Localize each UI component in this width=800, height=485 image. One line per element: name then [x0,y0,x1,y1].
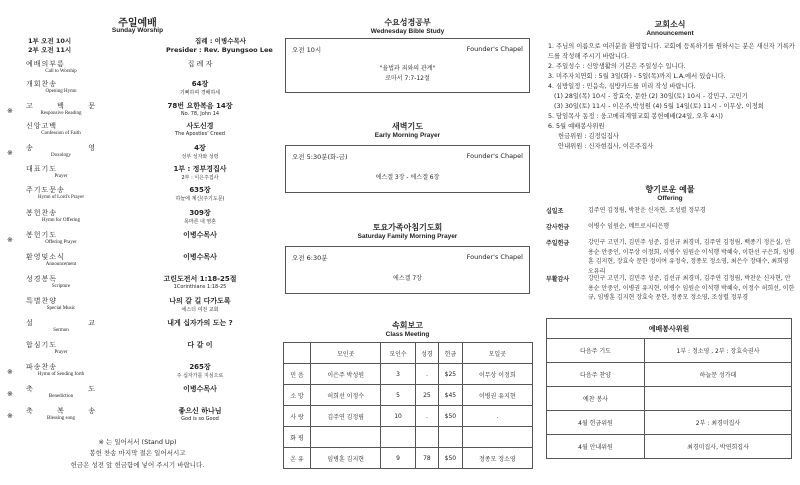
table-row [547,387,792,411]
class-meeting-header: 모일곳 [462,343,532,364]
announcement-item: (1) 28일(목) 10시 - 장효숙, 문한 (2) 30일(토) 10시 - 강민구, 고민기 [554,93,748,100]
class-meeting-table [283,342,533,469]
announcement-subtitle: Announcement [646,30,694,37]
wednesday-box [285,38,530,93]
worship-item-star: ※ [7,368,13,376]
table-cell: 온 유 [284,448,311,469]
worship-item-name: 주기도문송 [26,186,65,194]
worship-item-value-en: God is so Good [181,416,219,422]
table-cell: 최경미집사, 박연희집사 [645,435,792,459]
announcement-item: 1. 주님의 이름으로 여러분을 환영합니다. 교회에 등록하기를 원하시는 분은 새신자 기록카드를 작성해 주시기 바랍니다. [548,43,796,60]
worship-item-value: 4장 [194,144,206,152]
volunteers-table [546,318,792,459]
worship-item-value: 좋으신 하나님 [178,407,222,415]
table-cell: . [415,406,438,427]
class-meeting-header: 모인수 [381,343,415,364]
worship-item [0,230,275,250]
table-cell: $50 [439,406,462,427]
worship-item [0,164,275,184]
table-row [284,385,533,406]
table-cell: 다음주 찬양 [547,363,645,387]
worship-item-value-en: 성부 성자와 성령 [181,154,219,160]
worship-item [0,208,275,228]
morning-subtitle: Early Morning Prayer [374,132,441,139]
announcement-list [548,42,796,152]
worship-item [0,406,275,426]
worship-item-value-en: 주 십자가를 지심으로 [176,373,224,379]
worship-item-value: 나의 갈 길 다가도록 [169,297,231,305]
worship-item-name-en: Opening Hymn [45,89,77,94]
table-cell: 소 망 [284,385,311,406]
worship-item-name-en: Responsive Reading [40,111,82,116]
table-row [547,411,792,435]
announcement-item: 2. 주일성수 : 신앙생활의 기본은 주일성수 입니다. [548,63,686,70]
worship-item-name: 성경봉독 [26,275,58,283]
service-second: 2부 오전 11시 [28,46,72,54]
worship-item-value-en: 에스더 여전 교회 [181,307,219,313]
worship-item-star: ※ [7,390,13,398]
worship-item [0,252,275,272]
table-row [547,339,792,363]
worship-item-value: 64장 [191,80,209,88]
service-first: 1부 오전 10시 [28,37,72,45]
worship-item-star: ※ [7,149,13,157]
worship-item-name: 축 도 [26,385,96,393]
table-cell: 25 [415,385,438,406]
table-cell: 하늘문 성가대 [645,363,792,387]
worship-item-name-en: Announcement [45,262,77,267]
worship-item-name: 예배의부름 [26,60,65,68]
morning-title: 새벽기도 [392,122,423,131]
wednesday-text: 로마서 7:7-12절 [385,75,430,82]
worship-item-value: 다 같 이 [187,341,213,349]
worship-item [0,318,275,338]
saturday-box [285,246,530,294]
worship-item-value: 고린도전서 1:18-25절 [163,275,237,283]
class-meeting-subtitle: Class Meeting [385,331,430,338]
class-meeting-title: 속회보고 [392,321,423,330]
table-cell: 9 [381,448,415,469]
wednesday-time: 오전 10시 [292,46,322,54]
worship-item-name: 특별찬양 [26,297,58,305]
worship-item-name-en: Blessing song [47,416,75,421]
worship-item [0,296,275,316]
worship-item [0,59,275,79]
worship-item-star: ※ [7,236,13,244]
worship-item-value: 635장 [189,186,211,194]
worship-item-value-en: 목마른 내 영혼 [183,219,217,225]
worship-item-value: 78번 요한복음 14장 [167,102,233,110]
offering-label: 감사헌금 [546,224,570,231]
table-cell: $50 [439,448,462,469]
class-meeting-header [284,343,311,364]
wednesday-place: Founder's Chapel [466,45,523,53]
table-row [547,435,792,459]
worship-item-value: 이병수목사 [183,253,217,261]
table-cell [439,427,462,448]
worship-item-value: 이병수목사 [183,385,217,393]
offering-names: 이병수 임원순, 메트로시티은행 [588,223,670,230]
offering-names: 강민구 고민기, 김민주 성준, 김선규 최경미, 김주연 김정림, 백종기 정은실, 안용순 안중인, 이무상 이정희, 이병수 임원순 이석행 박혜숙, 이한선 구은희, 임병훈 김지현, 장효숙 문한 정이여 유정숙, 정종모 정소영, 최은수 장태수, 최희영 오유리 [588,239,795,275]
footer-stand-up: ※ 는 일어서서 (Stand Up) [98,438,177,446]
table-cell: $45 [439,385,462,406]
morning-time: 오전 5:30분(화-금) [292,153,348,161]
class-meeting-header: 모인곳 [311,343,381,364]
wednesday-subtitle: Wednesday Bible Study [370,28,445,35]
worship-item-name: 파송찬송 [26,363,58,371]
worship-item-value-en: The Apostles' Creed [175,131,225,137]
table-cell: 사 랑 [284,406,311,427]
worship-item [0,143,275,163]
worship-item-value: 집 례 자 [187,60,213,68]
offering-names: 강민구 고민기, 김민주 성준, 김선규 최경미, 김주연 김정림, 박찬운 신자현, 안용순 안중인, 이병권 유지현, 이병수 임원순 이석행 박혜숙, 이정수 허희선, 이한규, 임병훈 김지현 장효숙 문한, 정종모 정소영, 조성렬 정부경 [588,275,795,301]
table-row [284,448,533,469]
announcement-item: 3. 미주자치연회 : 5월 3일(화) - 5일(목)까지 L.A.에서 있습니다. [548,73,726,80]
table-cell: 다음주 기도 [547,339,645,363]
announcement-item: 4. 심방일정 : 민음속, 심방카드를 미리 작성 바랍니다. [548,83,696,90]
worship-item-value: 이병수목사 [183,231,217,239]
offering-label: 부활감사 [546,276,570,283]
worship-item-value-en: No. 78, John 14 [180,111,220,117]
footer-hymn-note: 봉헌 찬송 마지막 절은 일어서시고 [89,449,186,457]
worship-item-name-en: Confession of Faith [41,131,81,136]
announcement-item: 안내위원 : 신자현집사, 이은주집사 [558,143,654,150]
wednesday-topic: "율법과 죄와의 관계" [379,65,436,72]
worship-item-name: 고 백 문 [26,102,96,110]
table-cell: $25 [439,364,462,385]
table-cell: 4월 헌금위원 [547,411,645,435]
saturday-place: Founder's Chapel [466,253,523,261]
announcement-item: 5. 담임목사 동정 : 웅고메리계열교회 봉헌예배(24일, 오후 4시) [548,113,723,120]
offering-label: 주일헌금 [546,240,570,247]
table-cell: 예찬 봉사 [547,387,645,411]
table-cell: 이병권 유지현 [462,385,532,406]
worship-item [0,121,275,141]
table-cell: 정종모 정소영 [462,448,532,469]
table-cell: 허희선 이정수 [311,385,381,406]
morning-box [285,145,530,193]
morning-text: 에스겔 3장 - 에스겔 6장 [375,174,440,181]
table-cell [462,427,532,448]
worship-item [0,185,275,205]
worship-item-name: 송 영 [26,144,96,152]
table-row [547,363,792,387]
table-cell [311,427,381,448]
worship-item-name-en: Hymn of Lord's Prayer [37,195,85,200]
morning-place: Founder's Chapel [466,152,523,160]
worship-item-name: 봉헌기도 [26,231,58,239]
worship-item-value-en: 1Corinthians 1:18-25 [173,284,227,290]
table-cell: 1부 : 정소영 , 2부 : 장효숙권사 [645,339,792,363]
presider-en: Presider : Rev. Byungsoo Lee [166,46,273,54]
worship-item-name: 환영및소식 [26,253,65,261]
table-row [284,427,533,448]
worship-item-name-en: Hymn of Sending forth [37,372,85,377]
worship-item-star: ※ [7,412,13,420]
worship-item-name: 축 복 송 [26,407,96,415]
table-cell: 화 평 [284,427,311,448]
volunteers-title: 예배봉사위원 [547,319,792,339]
worship-item [0,274,275,294]
worship-title: 주일예배 [118,18,157,29]
worship-item-name-en: Scripture [51,284,71,289]
table-cell: 3 [381,364,415,385]
worship-item-value-en: 하늘에 계신(주기도문) [175,196,225,202]
worship-item-name-en: Prayer [54,350,68,355]
table-cell: 김주연 김정림 [311,406,381,427]
class-meeting-header: 성경 [415,343,438,364]
saturday-time: 오전 6:30분 [292,254,328,262]
saturday-text: 에스겔 7장 [393,275,422,282]
worship-item [0,340,275,360]
announcement-item: 6. 5월 예배봉사위원 [548,123,605,130]
table-row [284,406,533,427]
announcement-item: 헌금위원 : 김정림집사 [558,133,619,140]
footer-offering-note: 헌금은 성전 앞 헌금함에 넣어 주시기 바랍니다. [70,461,205,469]
worship-item-name-en: Doxology [51,153,71,158]
presider-ko: 집례 : 이병수목사 [195,37,247,45]
worship-item [0,101,275,121]
class-meeting-header: 헌금 [439,343,462,364]
worship-item-value: 1부 : 정부경집사 [173,165,227,173]
worship-item-name: 개회찬송 [26,80,58,88]
table-cell: 이은주 박성원 [311,364,381,385]
worship-subtitle: Sunday Worship [111,27,164,34]
offering-label: 십일조 [546,208,564,215]
wednesday-title: 수요성경공부 [384,18,431,27]
table-cell: 2부 : 최경미집사 [645,411,792,435]
offering-names: 김주연 김정림, 박찬운 신자현, 조성렬 정부경 [588,207,706,214]
table-cell [645,387,792,411]
worship-item-name: 신앙고백 [26,122,58,130]
worship-item-value: 265장 [189,363,211,371]
worship-item-value: 내게 십자가의 도는 ? [167,319,233,327]
saturday-title: 토요가족아침기도회 [372,223,443,232]
announcement-title: 교회소식 [654,20,686,29]
offering-subtitle: Offering [657,195,683,202]
middle-column [275,0,540,485]
table-cell: 78 [415,448,438,469]
worship-item-value: 사도신경 [186,122,214,130]
table-cell: 5 [381,385,415,406]
worship-item [0,384,275,404]
table-cell [381,427,415,448]
worship-item-name-en: Sermon [53,328,69,333]
worship-item-name-en: Benediction [48,394,74,399]
worship-item-value-en: 2부 : 이은주집사 [181,175,219,181]
table-row [284,364,533,385]
worship-item-name-en: Prayer [54,174,68,179]
worship-item-value: 309장 [189,209,211,217]
worship-item-name-en: Offering Prayer [45,240,77,245]
worship-item-name: 합심기도 [26,341,58,349]
worship-item [0,362,275,382]
offering-title: 향기로운 예물 [645,185,695,194]
table-cell: 이무상 이정희 [462,364,532,385]
table-cell: 임병훈 김지현 [311,448,381,469]
worship-item-star: ※ [7,107,13,115]
worship-item-name: 설 교 [26,319,96,327]
worship-item-name-en: Special Music [46,306,76,311]
table-cell [415,427,438,448]
saturday-subtitle: Saturday Family Morning Prayer [357,233,458,240]
worship-item-name-en: Hymn for Offering [42,218,80,223]
worship-item-name: 대표기도 [26,165,58,173]
worship-item-name: 봉헌찬송 [26,209,58,217]
worship-item-name-en: Call to Worship [45,69,77,74]
table-cell: . [415,364,438,385]
worship-item [0,79,275,99]
table-cell: 4월 안내위원 [547,435,645,459]
right-column [540,0,800,485]
table-cell: 10 [381,406,415,427]
worship-column [0,0,275,485]
table-cell: . [462,406,532,427]
table-cell: 민 음 [284,364,311,385]
worship-item-value-en: 기뻐하며 경배하세 [179,90,221,96]
announcement-item: (3) 30일(토) 11시 - 이은주,박성원 (4) 5월 14일(토) 11시 - 이무상, 이정희 [554,103,764,110]
